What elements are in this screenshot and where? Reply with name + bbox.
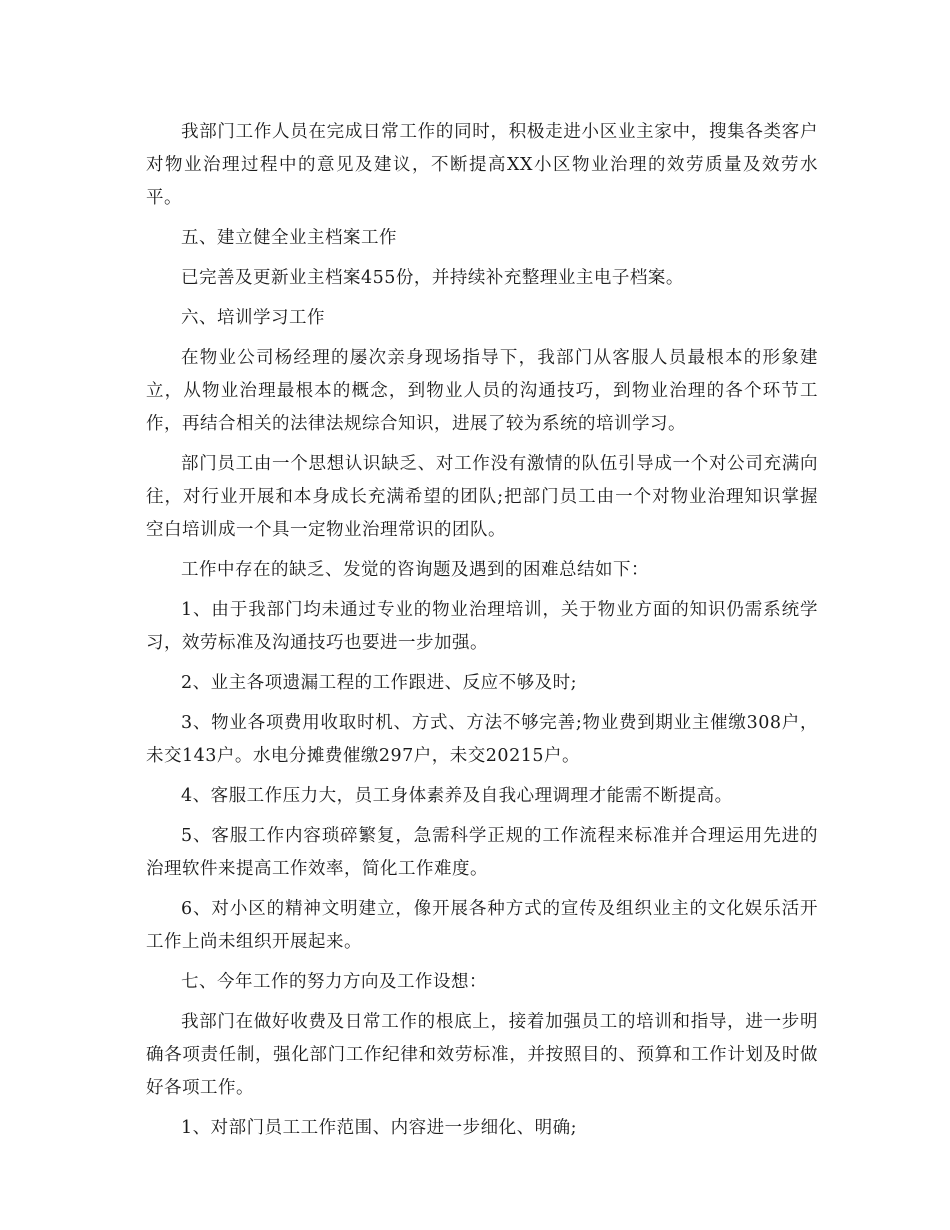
document-body (146, 116, 818, 1152)
list-item-problem-5: 5、客服工作内容琐碎繁复，急需科学正规的工作流程来标准并合理运用先进的治理软件来提高工作效率，简化工作难度。 (146, 826, 818, 879)
paragraph-training: 在物业公司杨经理的屡次亲身现场指导下，我部门从客服人员最根本的形象建立，从物业治理最根本的概念，到物业人员的沟通技巧，到物业治理的各个环节工作，再结合相关的法律法规综合知识，进展了较为系统的培训学习。 (146, 348, 818, 434)
list-item-problem-3: 3、物业各项费用收取时机、方式、方法不够完善;物业费到期业主催缴308户，未交143户。水电分摊费催缴297户，未交20215户。 (146, 713, 818, 766)
list-item-plan-1: 1、对部门员工工作范围、内容进一步细化、明确; (181, 1118, 578, 1138)
list-item-problem-1: 1、由于我部门均未通过专业的物业治理培训，关于物业方面的知识仍需系统学习，效劳标准及沟通技巧也要进一步加强。 (146, 600, 818, 653)
paragraph-problems-intro: 工作中存在的缺乏、发觉的咨询题及遇到的困难总结如下： (181, 560, 649, 580)
list-item-problem-4: 4、客服工作压力大，员工身体素养及自我心理调理才能需不断提高。 (181, 786, 733, 806)
paragraph-owner-feedback: 我部门工作人员在完成日常工作的同时，积极走进小区业主家中，搜集各类客户对物业治理过程中的意见及建议，不断提高XX小区物业治理的效劳质量及效劳水平。 (146, 122, 818, 208)
section-heading-owner-files: 五、建立健全业主档案工作 (181, 228, 397, 248)
paragraph-owner-files: 已完善及更新业主档案455份，并持续补充整理业主电子档案。 (181, 268, 684, 288)
list-item-problem-6: 6、对小区的精神文明建立，像开展各种方式的宣传及组织业主的文化娱乐活开工作上尚未组织开展起来。 (146, 899, 818, 952)
list-item-problem-2: 2、业主各项遗漏工程的工作跟进、反应不够及时; (181, 673, 578, 693)
paragraph-team-growth: 部门员工由一个思想认识缺乏、对工作没有激情的队伍引导成一个对公司充满向往，对行业开展和本身成长充满希望的团队;把部门员工由一个对物业治理知识掌握空白培训成一个具一定物业治理常识的团队。 (146, 454, 818, 540)
section-heading-plans: 七、今年工作的努力方向及工作设想： (181, 972, 487, 992)
section-heading-training: 六、培训学习工作 (181, 308, 325, 328)
paragraph-plans: 我部门在做好收费及日常工作的根底上，接着加强员工的培训和指导，进一步明确各项责任制，强化部门工作纪律和效劳标准，并按照目的、预算和工作计划及时做好各项工作。 (146, 1012, 818, 1098)
